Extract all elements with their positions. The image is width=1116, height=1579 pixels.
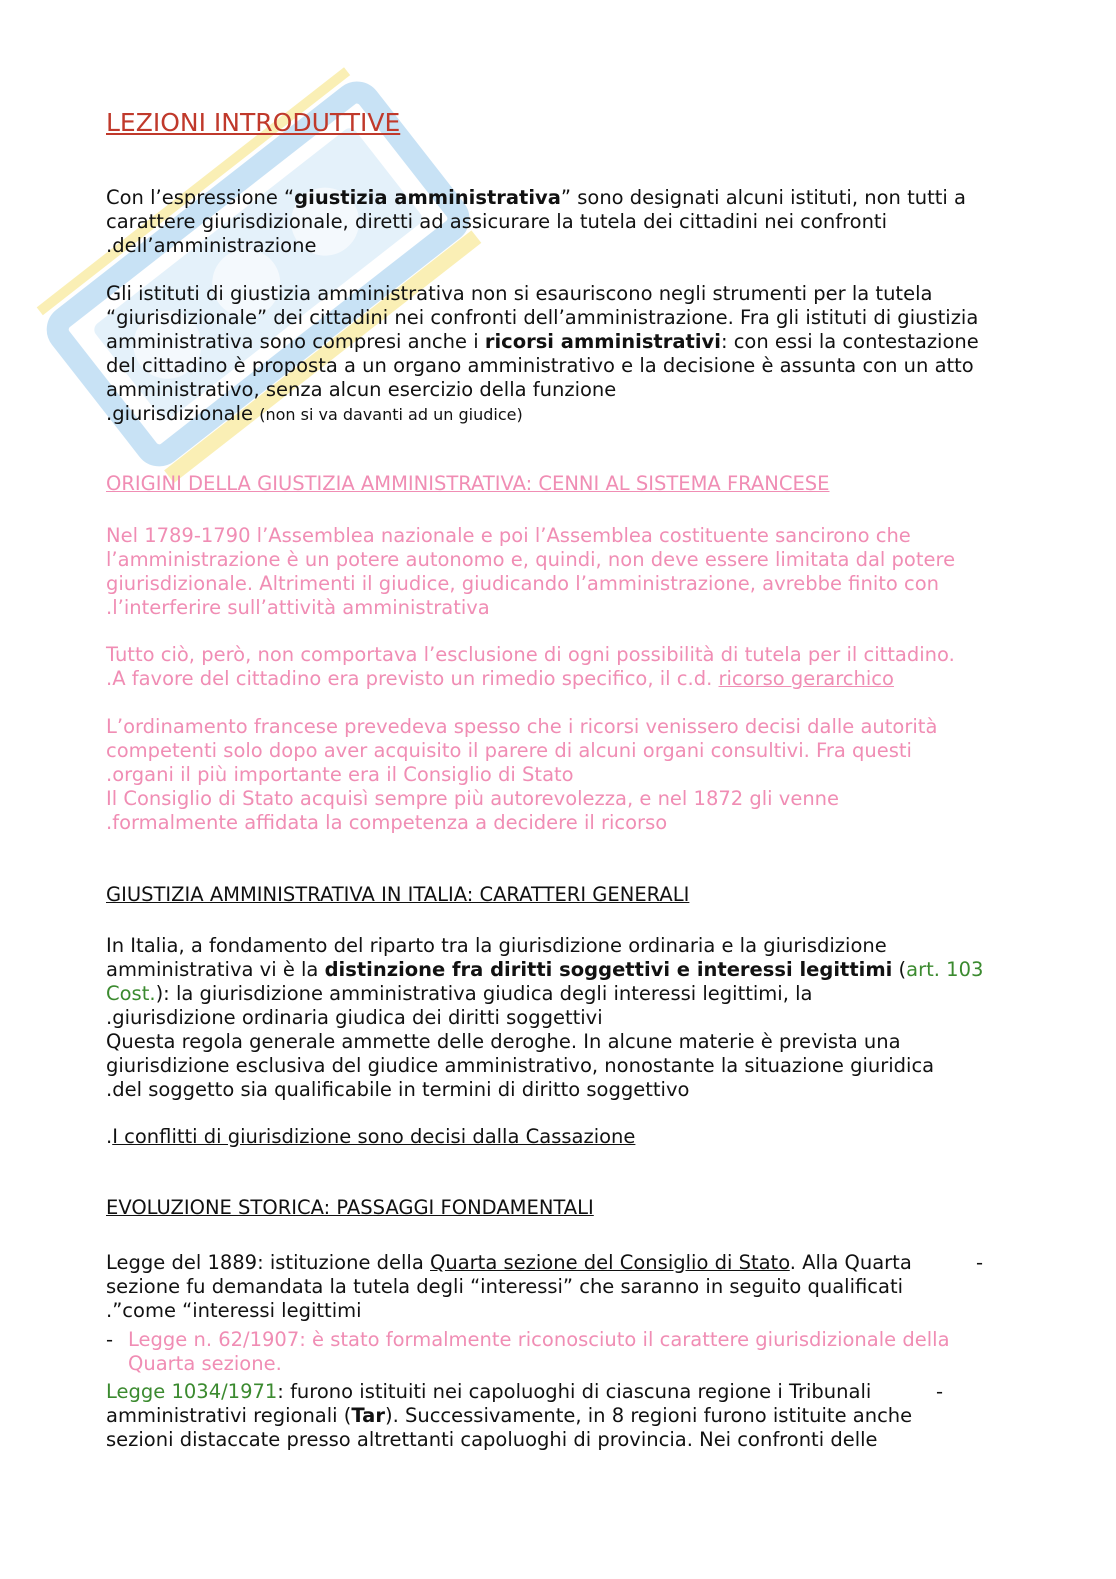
ricorso-gerarchico-link: ricorso gerarchico <box>718 667 894 690</box>
page-title: LEZIONI INTRODUTTIVE <box>106 108 401 137</box>
origini-paragraph-3: L’ordinamento francese prevedeva spesso che i ricorsi venissero decisi dalle autorità competenti solo dopo aver acquisito il parere di alcuni organi consultivi. Fra questi .organi il più importante era il Consiglio di Stato Il Consiglio di Stato acquisì sempre più autorevolezza, e nel 1872 gli venne .formalmente affidata la competenza a decidere il ricorso <box>106 715 938 834</box>
heading-origini: ORIGINI DELLA GIUSTIZIA AMMINISTRATIVA: CENNI AL SISTEMA FRANCESE <box>106 472 830 495</box>
intro-paragraph-1: Con l’espressione “giustizia amministrativa” sono designati alcuni istituti, non tutti a carattere giurisdizionale, diretti ad assicurare la tutela dei cittadini nei confronti .dell’amministrazione <box>106 186 966 257</box>
list-dash-1: - <box>976 1251 984 1274</box>
italia-paragraph-3: .I conflitti di giurisdizione sono decisi dalla Cassazione <box>106 1125 636 1148</box>
italia-paragraph-1: In Italia, a fondamento del riparto tra la giurisdizione ordinaria e la giurisdizione amministrativa vi è la distinzione fra diritti soggettivi e interessi legittimi (art. 103 Cost.): la giurisdizione amministrativa giudica degli interessi legittimi, la .giurisdizione ordinaria giudica dei diritti soggettivi Questa regola generale ammette delle deroghe. In alcune materie è prevista una giurisdizione esclusiva del giudice amministrativo, nonostante la situazione giuridica .del soggetto sia qualificabile in termini di diritto soggettivo <box>106 934 984 1101</box>
intro-paragraph-2: Gli istituti di giustizia amministrativa non si esauriscono negli strumenti per la tutela “giurisdizionale” dei cittadini nei confronti dell’amministrazione. Fra gli istituti di giustizia amministrativa sono compresi anche i ricorsi amministrativi: con essi la contestazione del cittadino è proposta a un organo amministrativo e la decisione è assunta con un atto amministrativo, senza alcun esercizio della funzione .giurisdizionale (non si va davanti ad un giudice) <box>106 282 979 425</box>
evoluzione-item-3: Legge 1034/1971: furono istituiti nei capoluoghi di ciascuna regione i Tribunali amministrativi regionali (Tar). Successivamente, in 8 regioni furono istituite anche sezioni distaccate presso altrettanti capoluoghi di provincia. Nei confronti delle <box>106 1380 913 1451</box>
heading-evoluzione: EVOLUZIONE STORICA: PASSAGGI FONDAMENTALI <box>106 1196 594 1219</box>
list-dash-2: - <box>106 1328 114 1351</box>
heading-italia: GIUSTIZIA AMMINISTRATIVA IN ITALIA: CARATTERI GENERALI <box>106 883 690 906</box>
list-dash-3: - <box>936 1380 944 1403</box>
origini-paragraph-2: Tutto ciò, però, non comportava l’esclusione di ogni possibilità di tutela per il cittadino. .A favore del cittadino era previsto un rimedio specifico, il c.d. ricorso gerarchico <box>106 643 955 690</box>
evoluzione-item-2: Legge n. 62/1907: è stato formalmente riconosciuto il carattere giurisdizionale della Quarta sezione. <box>128 1328 950 1375</box>
evoluzione-item-1: Legge del 1889: istituzione della Quarta sezione del Consiglio di Stato. Alla Quarta sezione fu demandata la tutela degli “interessi” che saranno in seguito qualificati .”come “interessi legittimi <box>106 1251 912 1322</box>
origini-paragraph-1: Nel 1789-1790 l’Assemblea nazionale e poi l’Assemblea costituente sancirono che l’amministrazione è un potere autonomo e, quindi, non deve essere limitata dal potere giurisdizionale. Altrimenti il giudice, giudicando l’amministrazione, avrebbe finito con .l’interferire sull’attività amministrativa <box>106 524 956 619</box>
